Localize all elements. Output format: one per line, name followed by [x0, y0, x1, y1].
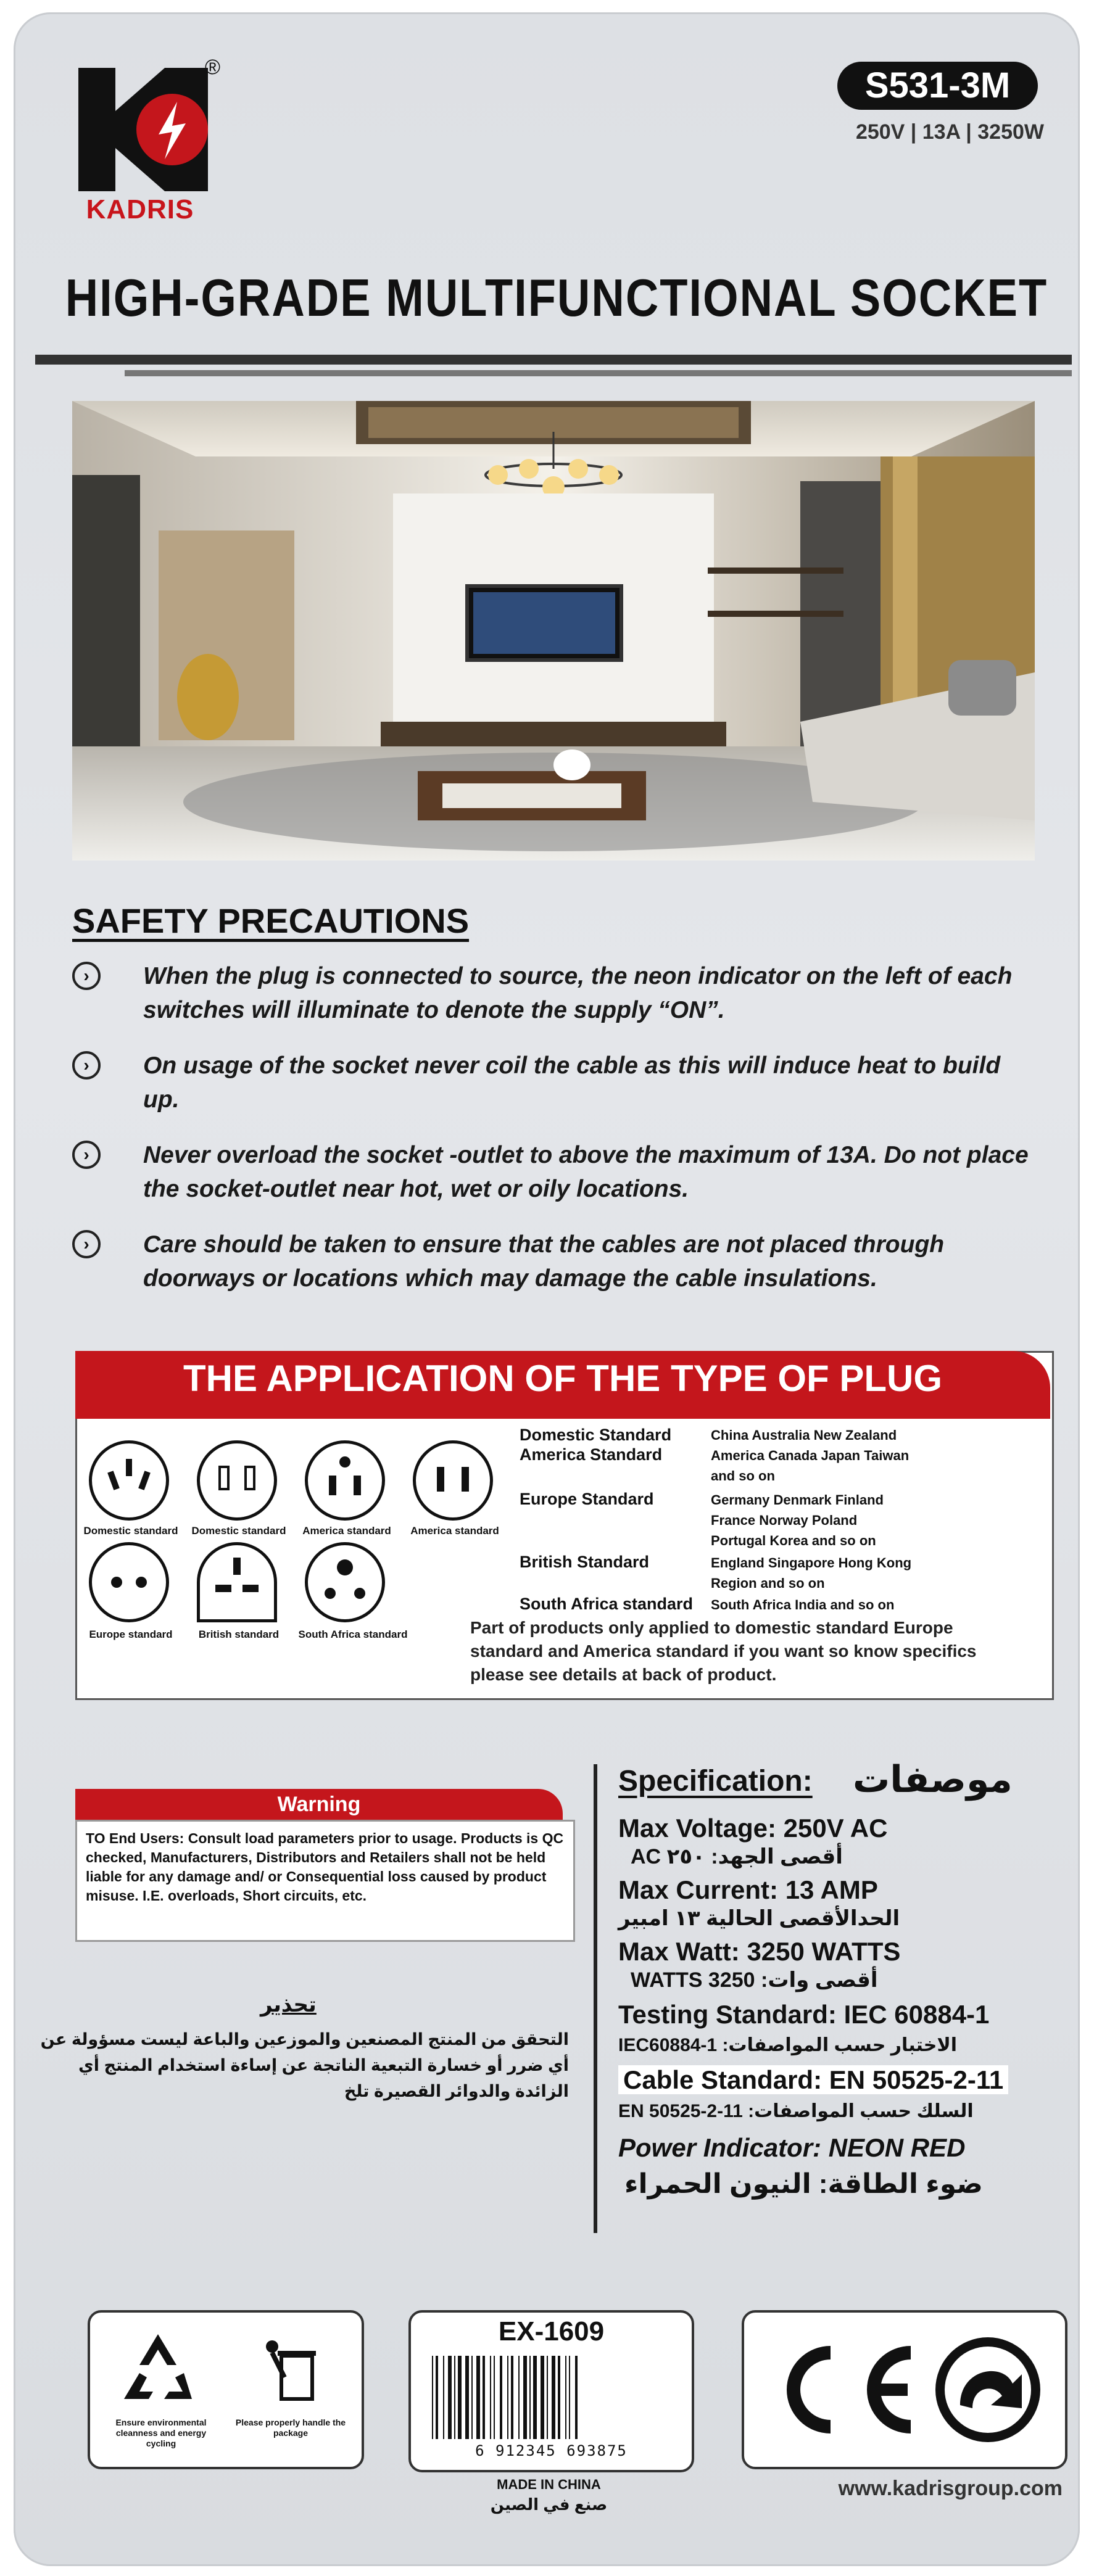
europe-plug-icon: [89, 1542, 169, 1622]
bin-caption: Please properly handle the package: [235, 2417, 346, 2438]
divider: [35, 355, 1072, 365]
eco-icons-box: [88, 2310, 364, 2469]
warning-body: TO End Users: Consult load parameters prior to usage. Products is QC checked, Manufacturers, Distributors and Retailers shall not be held liable for any damage and/ or Consequential loss caused by product misuse. I.E. overloads, Short circuits, etc.: [75, 1820, 575, 1942]
standard-name: British Standard: [520, 1553, 650, 1571]
application-note: Part of products only applied to domestic standard Europe standard and America standard if you want so know specifics please see details at back of product.: [470, 1618, 977, 1684]
warning-title: Warning: [75, 1789, 563, 1820]
plug-label: America standard: [410, 1525, 499, 1537]
arrow-bullet-icon: ›: [72, 1230, 101, 1258]
website: www.kadrisgroup.com: [838, 2477, 1063, 2500]
south-africa-plug-icon: [305, 1542, 385, 1622]
plug-label: Domestic standard: [83, 1525, 178, 1537]
warning-body-arabic: التحقق من المنتج المصنعين والموزعين والباعة ليست مسؤولة عن أي ضرر أو خسارة التبعية الناتجة عن إساءة استخدام المنتج أي الزائدة والدوائر القصيرة تلخ: [40, 2030, 569, 2100]
spec-line-arabic: أقصى وات: 3250 WATTS: [631, 1968, 878, 1992]
america-plug-icon: [413, 1440, 493, 1521]
made-in: MADE IN CHINA: [497, 2477, 601, 2492]
vertical-divider: [594, 1764, 597, 2233]
spec-line-arabic: ضوء الطاقة: النيون الحمراء: [624, 2169, 983, 2199]
safety-item: [72, 1049, 1041, 1117]
trash-bin-icon: [257, 2331, 331, 2411]
warning-title-arabic: تحذير: [260, 1993, 317, 2017]
safety-item: [72, 1138, 1041, 1206]
spec-title: Specification:: [618, 1765, 813, 1798]
made-in-arabic: صنع في الصين: [490, 2495, 608, 2514]
barcode-digits: 6 912345 693875: [475, 2442, 628, 2459]
standard-name: Domestic Standard America Standard: [520, 1426, 672, 1464]
america-plug-icon: [305, 1440, 385, 1521]
spec-line-arabic: الاختبار حسب المواصفات: IEC60884-1: [618, 2035, 958, 2055]
spec-line: Power Indicator: NEON RED: [618, 2133, 966, 2162]
product-code: EX-1609: [498, 2316, 605, 2347]
standard-countries: England Singapore Hong Kong Region and so on: [711, 1555, 912, 1591]
domestic-plug-icon: [197, 1440, 277, 1521]
standard-countries: South Africa India and so on: [711, 1597, 895, 1612]
plug-label: Europe standard: [89, 1629, 173, 1640]
mobius-arrow-icon: [929, 2331, 1046, 2448]
arrow-bullet-icon: ›: [72, 962, 101, 990]
spec-line: Max Voltage: 250V AC: [618, 1814, 888, 1843]
safety-title: SAFETY PRECAUTIONS: [72, 901, 470, 940]
safety-item: [72, 1228, 1041, 1295]
recycle-icon: [115, 2331, 201, 2411]
logo-k-mark-icon: [115, 68, 208, 191]
divider: [125, 370, 1072, 376]
model-badge: S531-3M: [837, 62, 1038, 110]
spec-line: Max Watt: 3250 WATTS: [618, 1937, 901, 1966]
arrow-bullet-icon: ›: [72, 1141, 101, 1169]
standard-name: Europe Standard: [520, 1490, 654, 1508]
plug-label: America standard: [302, 1525, 391, 1537]
plug-label: Domestic standard: [191, 1525, 286, 1537]
spec-line: Max Current: 13 AMP: [618, 1875, 878, 1904]
standard-countries: China Australia New Zealand America Canada Japan Taiwan and so on: [711, 1427, 910, 1484]
living-room-photo: [72, 401, 1035, 861]
spec-line-arabic: أقصى الجهد: ٢٥٠ AC: [631, 1845, 843, 1868]
safety-item: [72, 959, 1041, 1027]
arrow-bullet-icon: ›: [72, 1051, 101, 1080]
barcode-icon: [429, 2356, 673, 2439]
certification-box: [742, 2310, 1067, 2469]
british-plug-icon: [197, 1542, 277, 1622]
safety-item-text: Care should be taken to ensure that the cables are not placed through doorways or locations which may damage the cable insulations.: [143, 1231, 945, 1292]
barcode-box: [408, 2310, 694, 2472]
plug-diagrams: [75, 1419, 507, 1696]
spec-title-arabic: موصفات: [853, 1759, 1013, 1800]
safety-item-text: Never overload the socket -outlet to above the maximum of 13A. Do not place the socket-outlet near hot, wet or oily locations.: [143, 1142, 1029, 1202]
plug-application-title: THE APPLICATION OF THE TYPE OF PLUG: [183, 1358, 943, 1399]
ce-mark-icon: [763, 2334, 923, 2445]
spec-line-arabic: السلك حسب المواصفات: EN 50525-2-11: [618, 2101, 974, 2121]
spec-line: Testing Standard: IEC 60884-1: [618, 2000, 990, 2029]
safety-item-text: On usage of the socket never coil the cable as this will induce heat to build up.: [143, 1052, 1001, 1113]
plug-label: British standard: [198, 1629, 280, 1640]
standard-countries: Germany Denmark Finland France Norway Poland Portugal Korea and so on: [711, 1492, 884, 1548]
package-back: [14, 12, 1080, 2566]
plug-label: South Africa standard: [298, 1629, 408, 1640]
headline: HIGH-GRADE MULTIFUNCTIONAL SOCKET: [65, 268, 1048, 328]
standard-name: South Africa standard: [520, 1595, 694, 1613]
ratings: 250V | 13A | 3250W: [855, 120, 1044, 144]
recycle-caption: Ensure environmental cleanness and energy cycling: [115, 2417, 207, 2448]
domestic-plug-icon: [89, 1440, 169, 1521]
spec-line: [618, 2065, 1008, 2095]
spec-line-arabic: الحدالأقصى الحالية ١٣ امبير: [618, 1907, 900, 1930]
registered-mark: ®: [205, 56, 221, 79]
kadris-logo: [66, 56, 220, 241]
safety-item-text: When the plug is connected to source, the neon indicator on the left of each switches will illuminate to denote the supply “ON”.: [143, 963, 1013, 1023]
brand-name: KADRIS: [86, 194, 194, 225]
spec-line-text: Cable Standard: EN 50525-2-11: [618, 2065, 1008, 2094]
